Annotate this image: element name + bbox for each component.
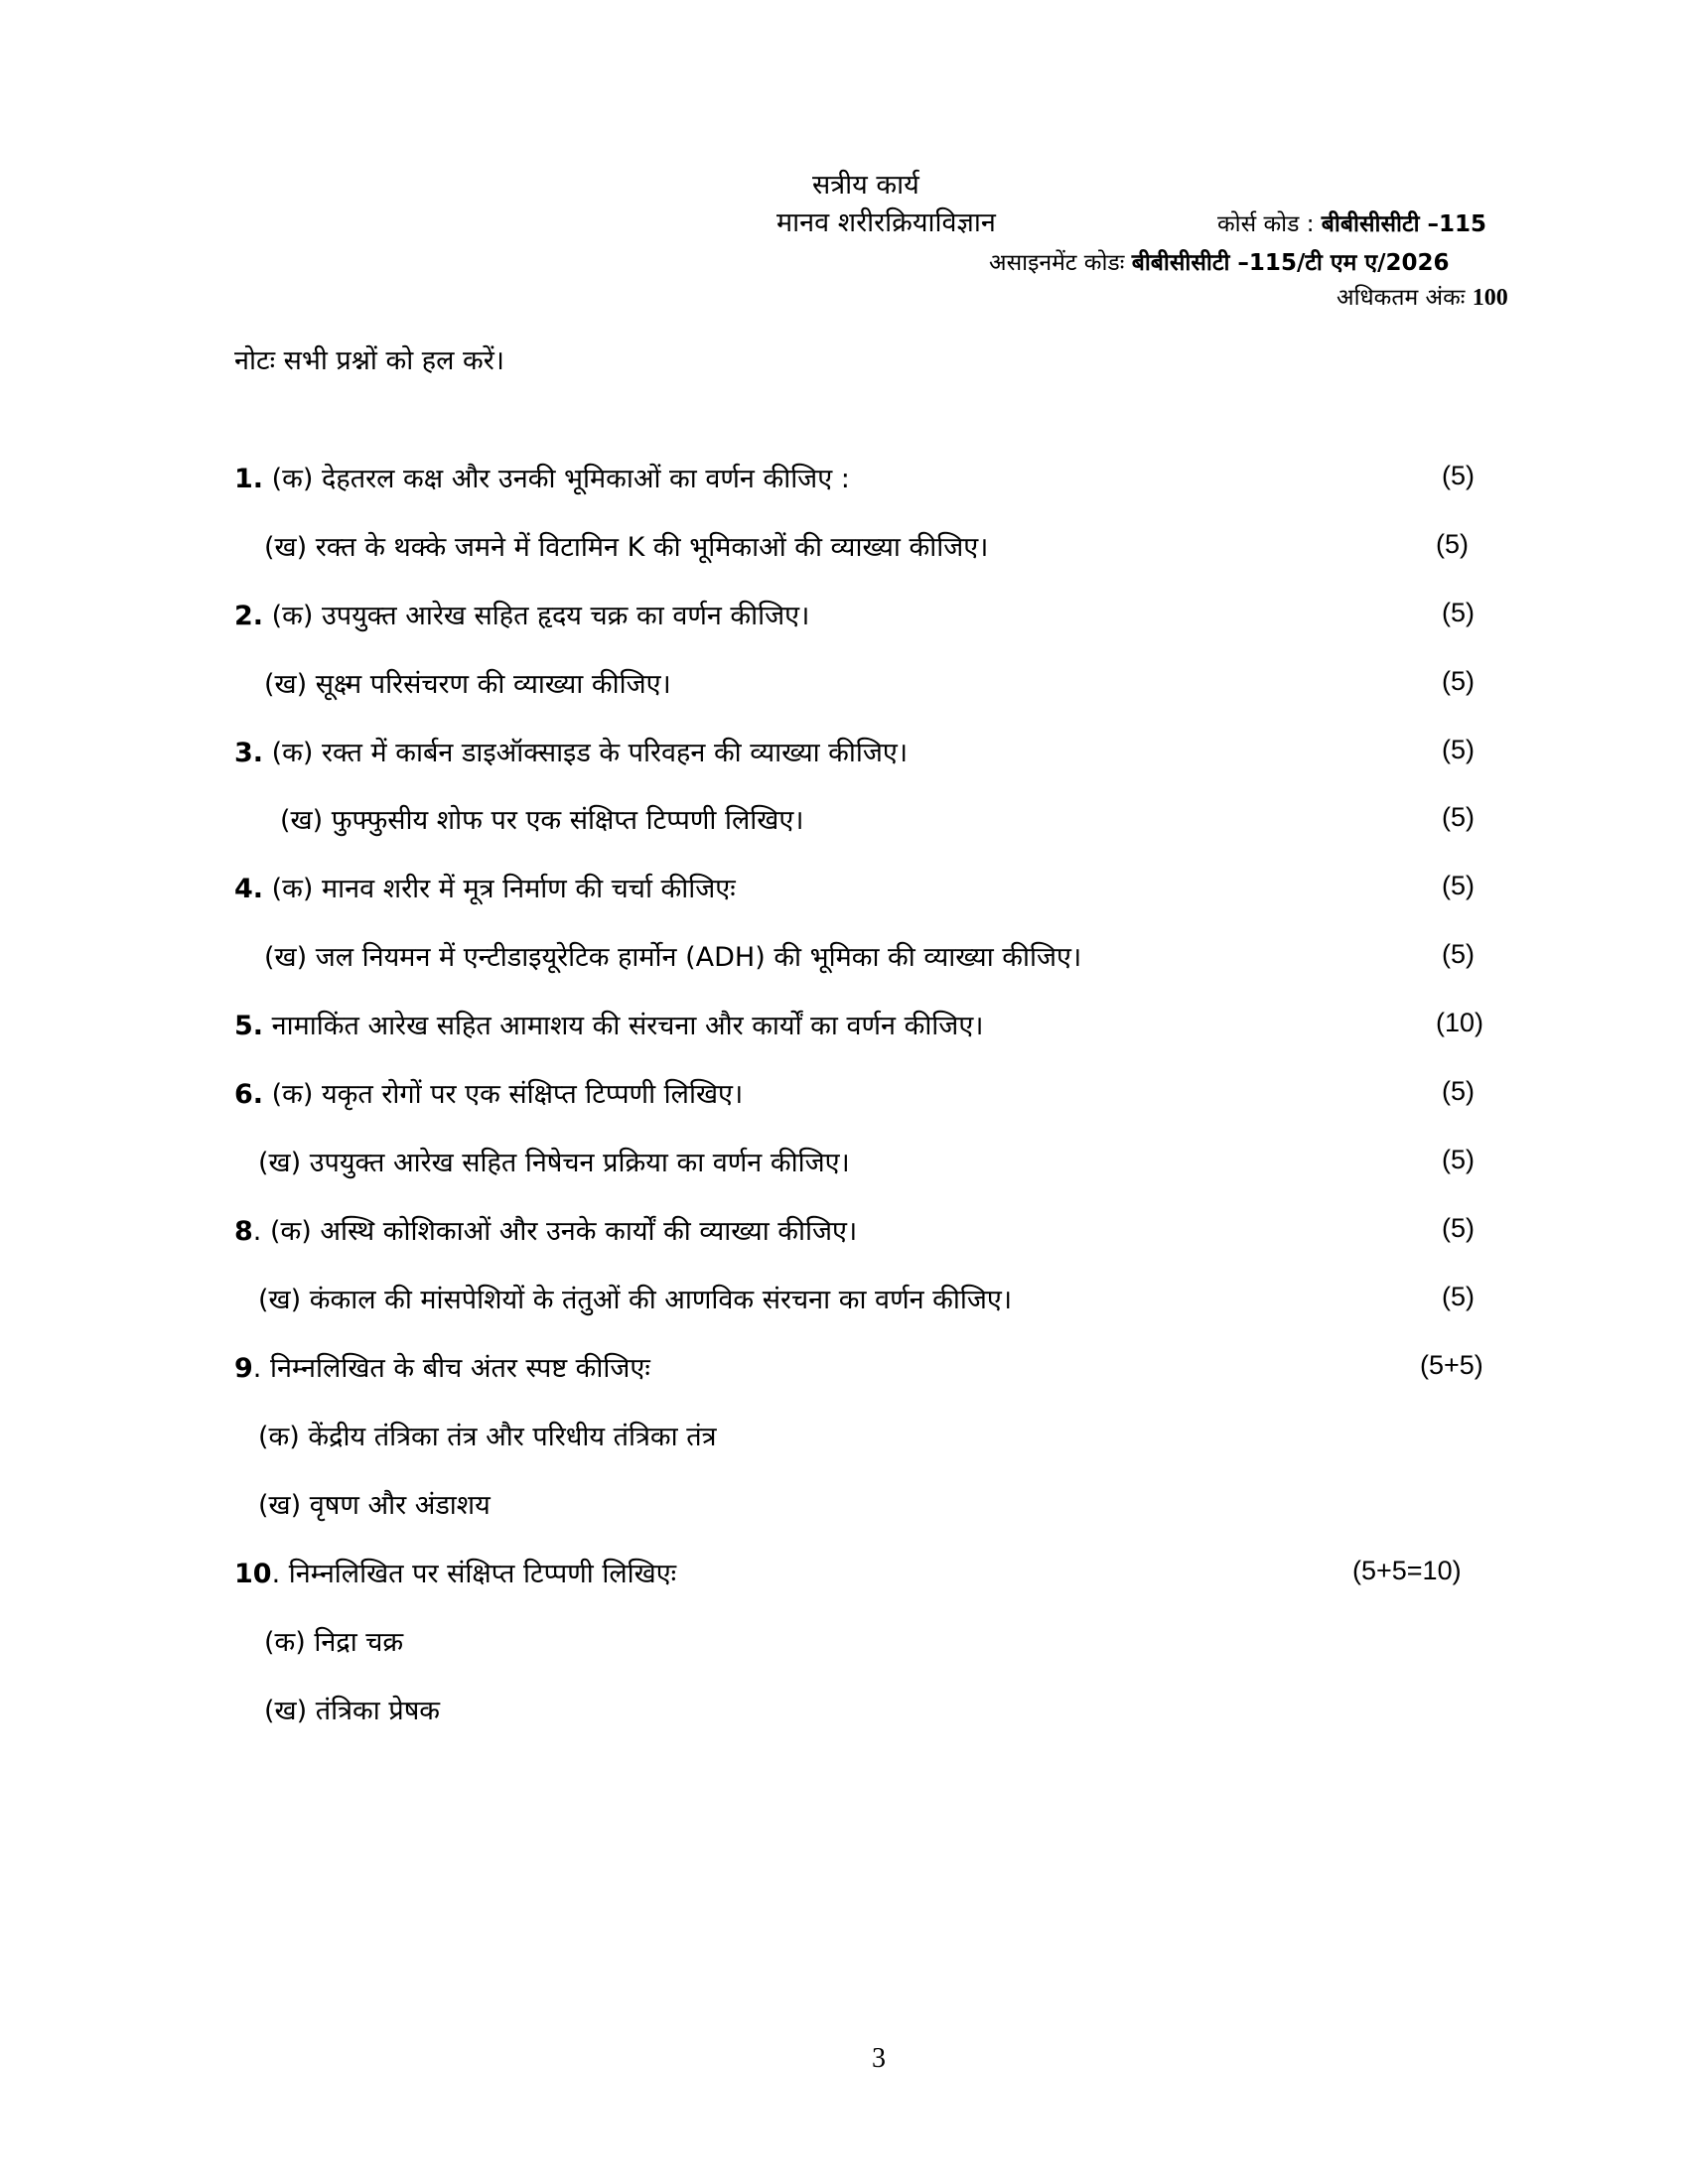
course-code [1217, 206, 1486, 238]
assignment-code-value: बीबीसीसीटी –115/टी एम ए/2026 [1131, 250, 1450, 276]
question-line [280, 800, 804, 837]
question-text: . (क) अस्थि कोशिकाओं और उनके कार्यों की व्याख्या कीजिए। [252, 1216, 858, 1247]
question-line [264, 527, 988, 564]
note-text: नोटः सभी प्रश्नों को हल करें। [234, 345, 505, 376]
question-line [264, 664, 671, 701]
subject-title: मानव शरीरक्रियाविज्ञान [776, 207, 996, 238]
question-line [264, 1691, 440, 1727]
document-title: सत्रीय कार्य [812, 170, 919, 201]
question-text: (क) उपयुक्त आरेख सहित हृदय चक्र का वर्णन कीजिए। [263, 601, 810, 631]
question-number: 9 [234, 1353, 253, 1384]
question-line [234, 459, 850, 495]
course-code-label: कोर्स कोड : [1217, 211, 1322, 237]
question-line [234, 1074, 743, 1111]
question-number: 10 [234, 1559, 272, 1589]
question-marks: (5) [1442, 1145, 1475, 1174]
question-marks: (5) [1442, 461, 1475, 490]
question-text: . निम्नलिखित पर संक्षिप्त टिप्पणी लिखिएः [271, 1559, 677, 1589]
question-line [264, 937, 1081, 974]
question-marks: (5) [1442, 598, 1475, 627]
question-line [258, 1280, 1012, 1316]
question-line [234, 596, 809, 632]
question-marks: (5) [1442, 939, 1475, 969]
question-text: (क) यकृत रोगों पर एक संक्षिप्त टिप्पणी लिखिए। [263, 1079, 744, 1110]
question-text: (ख) वृषण और अंडाशय [258, 1490, 491, 1521]
question-text: (ख) कंकाल की मांसपेशियों के तंतुओं की आणविक संरचना का वर्णन कीजिए। [258, 1285, 1013, 1315]
question-number: 8 [234, 1216, 253, 1247]
question-text: (क) केंद्रीय तंत्रिका तंत्र और परिधीय तंत्रिका तंत्र [258, 1422, 717, 1452]
question-marks: (5+5) [1420, 1350, 1483, 1380]
question-marks: (5) [1442, 802, 1475, 832]
question-text: (ख) रक्त के थक्के जमने में विटामिन K की भूमिकाओं की व्याख्या कीजिए। [264, 532, 989, 563]
max-marks [1336, 280, 1508, 312]
max-marks-label: अधिकतम अंकः [1336, 285, 1473, 311]
assignment-code [989, 245, 1450, 277]
question-number: 6. [234, 1079, 264, 1110]
question-text: (क) निद्रा चक्र [264, 1627, 404, 1658]
question-number: 2. [234, 601, 264, 631]
question-line [234, 733, 908, 769]
question-marks: (5) [1442, 871, 1475, 900]
question-line [258, 1143, 850, 1179]
question-marks: (10) [1436, 1008, 1484, 1037]
question-line [234, 1211, 857, 1248]
question-line [234, 1554, 676, 1590]
question-text: . निम्नलिखित के बीच अंतर स्पष्ट कीजिएः [252, 1353, 650, 1384]
question-marks: (5) [1442, 1282, 1475, 1311]
question-line [234, 1348, 650, 1385]
question-marks: (5) [1442, 735, 1475, 764]
question-number: 1. [234, 464, 264, 494]
question-text: (क) रक्त में कार्बन डाइऑक्साइड के परिवहन की व्याख्या कीजिए। [263, 738, 909, 768]
question-line [264, 1622, 403, 1659]
question-marks: (5) [1442, 1076, 1475, 1106]
question-line [258, 1417, 717, 1453]
course-code-value: बीबीसीसीटी –115 [1321, 211, 1487, 237]
question-text: (क) मानव शरीर में मूत्र निर्माण की चर्चा कीजिएः [263, 874, 736, 904]
question-line [234, 869, 736, 905]
question-text: (क) देहतरल कक्ष और उनकी भूमिकाओं का वर्णन कीजिए : [263, 464, 850, 494]
question-text: (ख) उपयुक्त आरेख सहित निषेचन प्रक्रिया का वर्णन कीजिए। [258, 1148, 850, 1178]
question-text: (ख) तंत्रिका प्रेषक [264, 1696, 441, 1726]
question-marks: (5) [1442, 1213, 1475, 1243]
question-text: (ख) फुफ्फुसीय शोफ पर एक संक्षिप्त टिप्पणी लिखिए। [280, 805, 804, 836]
question-text: (ख) जल नियमन में एन्टीडाइयूरेटिक हार्मोन (ADH) की भूमिका की व्याख्या कीजिए। [264, 942, 1082, 973]
question-line [234, 1006, 984, 1042]
max-marks-value: 100 [1472, 285, 1508, 311]
question-marks: (5) [1436, 529, 1469, 559]
assignment-code-label: असाइनमेंट कोडः [989, 250, 1132, 276]
page-number: 3 [872, 2043, 886, 2074]
question-marks: (5+5=10) [1352, 1556, 1462, 1585]
question-text: (ख) सूक्ष्म परिसंचरण की व्याख्या कीजिए। [264, 669, 671, 700]
question-marks: (5) [1442, 666, 1475, 696]
question-number: 3. [234, 738, 264, 768]
question-line [258, 1485, 491, 1522]
question-text: नामाकिंत आरेख सहित आमाशय की संरचना और कार्यों का वर्णन कीजिए। [263, 1011, 984, 1041]
question-number: 5. [234, 1011, 264, 1041]
question-number: 4. [234, 874, 264, 904]
